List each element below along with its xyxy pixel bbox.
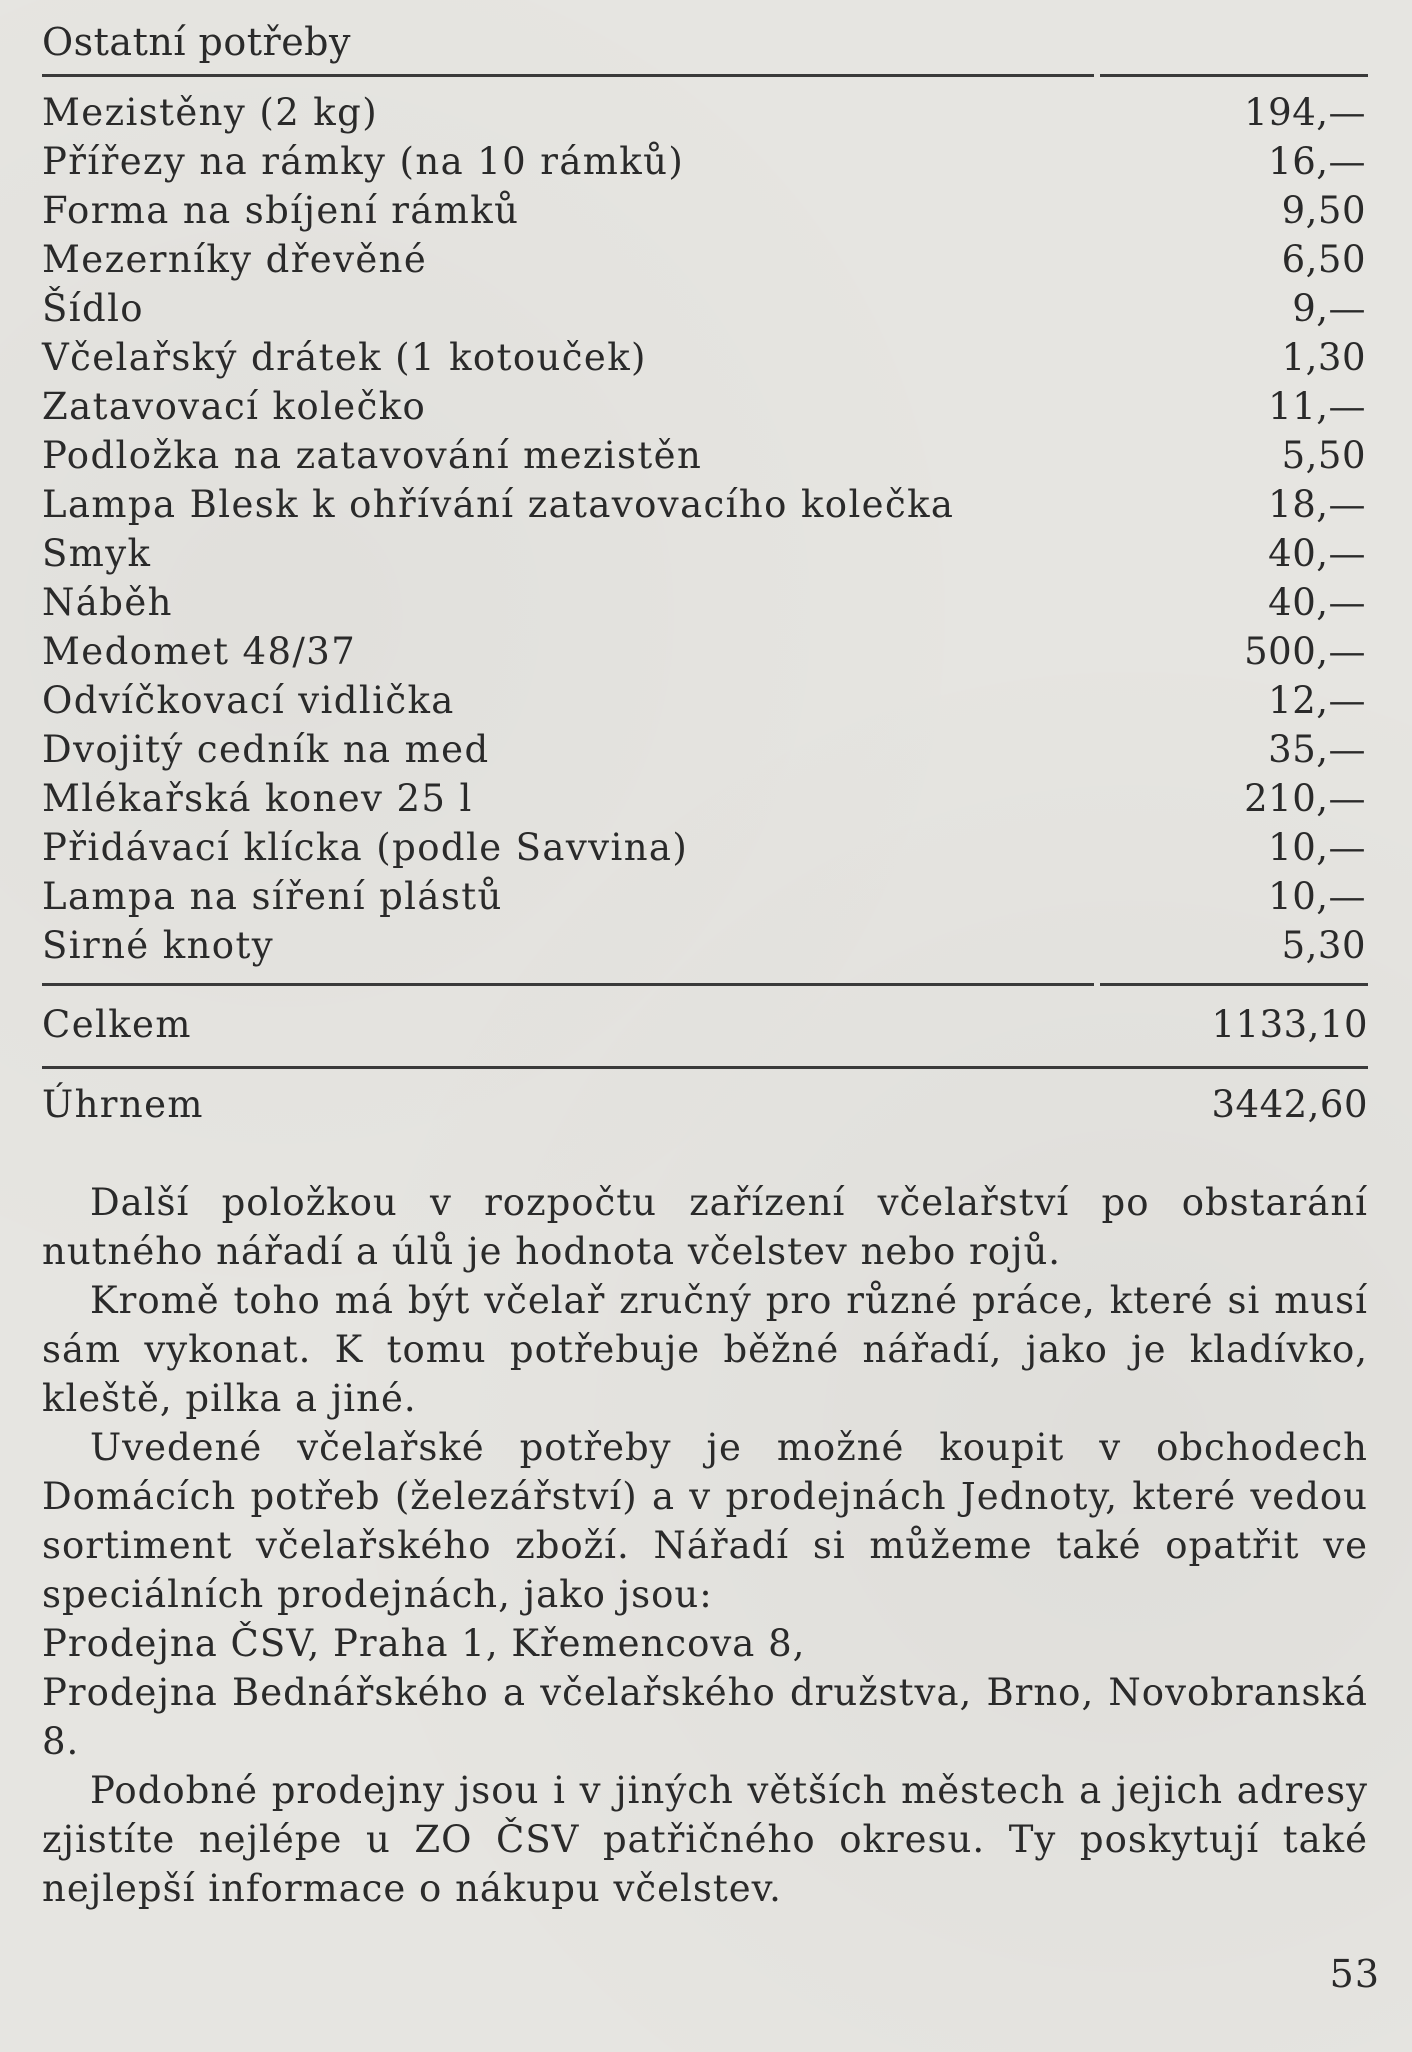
item-price: 18,— [1268,483,1366,526]
list-item [42,333,1368,382]
grand-total-row [42,1080,1368,1130]
item-price: 16,— [1268,140,1366,183]
item-price: 5,50 [1281,434,1366,477]
address-line: Prodejna Bednářského a včelařského družstva, Brno, Novobranská 8. [42,1671,1368,1763]
address-line: Prodejna ČSV, Praha 1, Křemencova 8, [42,1622,806,1665]
item-name: Mlékařská konev 25 l [42,777,473,820]
list-item [42,235,1368,284]
item-price: 9,— [1292,287,1366,330]
item-price: 194,— [1244,91,1366,134]
item-name: Sirné knoty [42,924,275,967]
item-name: Šídlo [42,287,144,330]
list-item [42,186,1368,235]
item-name: Přířezy na rámky (na 10 rámků) [42,140,685,183]
subtotal-rule [42,983,1368,986]
item-price: 500,— [1244,630,1366,673]
list-item [42,431,1368,480]
item-price: 10,— [1268,875,1366,918]
item-price: 9,50 [1281,189,1366,232]
list-item [42,872,1368,921]
grand-total-rule [42,1066,1368,1069]
grand-total-price: 3442,60 [1211,1083,1368,1126]
list-item [42,578,1368,627]
item-price: 6,50 [1281,238,1366,281]
list-item [42,137,1368,186]
item-price: 40,— [1268,581,1366,624]
item-name: Mezistěny (2 kg) [42,91,379,134]
item-name: Smyk [42,532,152,575]
total-row [42,1000,1368,1050]
list-item [42,774,1368,823]
item-name: Včelařský drátek (1 kotouček) [42,336,647,379]
item-price: 1,30 [1281,336,1366,379]
list-item [42,529,1368,578]
list-item [42,88,1368,137]
item-name: Náběh [42,581,173,624]
section-title: Ostatní potřeby [42,20,351,64]
item-price: 10,— [1268,826,1366,869]
paragraph: Další položkou v rozpočtu zařízení včelařství po obstarání nutného nářadí a úlů je hodnota včelstev nebo rojů. [42,1181,1368,1273]
item-name: Přidávací klícka (podle Savvina) [42,826,689,869]
item-price: 11,— [1268,385,1366,428]
total-label: Celkem [42,1003,192,1046]
grand-total-label: Úhrnem [42,1083,204,1126]
paragraph: Uvedené včelařské potřeby je možné koupit v obchodech Domácích potřeb (železářství) a v prodejnách Jednoty, které vedou sortiment včelařského zboží. Nářadí si můžeme také opatřit ve speciálních prodejnách, jako jsou: [42,1426,1368,1616]
list-item [42,627,1368,676]
item-name: Forma na sbíjení rámků [42,189,520,232]
item-name: Lampa na síření plástů [42,875,503,918]
item-price: 40,— [1268,532,1366,575]
item-price: 5,30 [1281,924,1366,967]
item-name: Dvojitý cedník na med [42,728,490,771]
item-price: 12,— [1268,679,1366,722]
item-name: Zatavovací kolečko [42,385,427,428]
list-item [42,382,1368,431]
item-price: 210,— [1244,777,1366,820]
page-number: 53 [1329,1952,1380,1996]
list-item [42,676,1368,725]
paragraph: Podobné prodejny jsou i v jiných větších městech a jejich adresy zjistíte nejlépe u ZO ČSV patřičného okresu. Ty poskytují také nejlepší informace o nákupu včelstev. [42,1769,1368,1910]
item-name: Lampa Blesk k ohřívání zatavovacího kolečka [42,483,955,526]
body-text [42,1178,1368,1913]
total-price: 1133,10 [1211,1003,1368,1046]
item-name: Mezerníky dřevěné [42,238,428,281]
price-list [42,88,1368,970]
item-name: Podložka na zatavování mezistěn [42,434,703,477]
paragraph: Kromě toho má být včelař zručný pro různé práce, které si musí sám vykonat. K tomu potřebuje běžné nářadí, jako je kladívko, kleště, pilka a jiné. [42,1279,1368,1420]
list-item [42,284,1368,333]
item-name: Medomet 48/37 [42,630,357,673]
list-item [42,921,1368,970]
list-item [42,725,1368,774]
list-item [42,823,1368,872]
list-item [42,480,1368,529]
top-rule [42,74,1368,77]
item-name: Odvíčkovací vidlička [42,679,455,722]
item-price: 35,— [1268,728,1366,771]
